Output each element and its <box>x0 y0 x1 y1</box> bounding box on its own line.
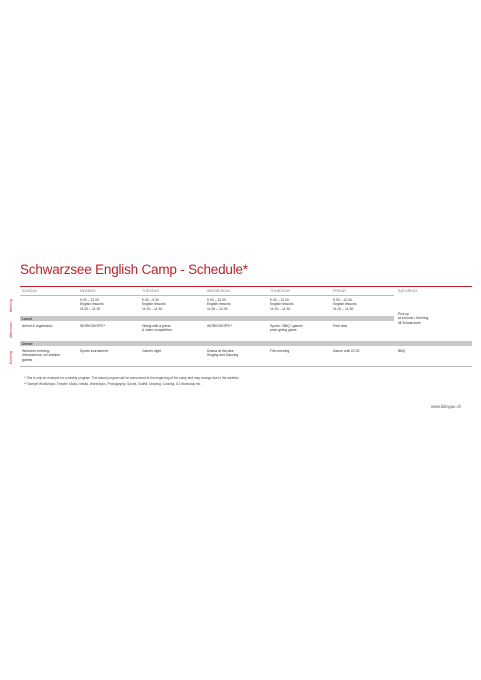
column-monday: MONDAY <box>80 289 97 293</box>
side-label-afternoon: Afternoon <box>9 322 13 338</box>
morning-wednesday: 9.00 – 12.00 English lessons 11.00 – 12.30 <box>207 298 231 311</box>
schedule-table <box>9 286 472 370</box>
footnote-1: * This is only an example for a weekly program. The actual program will be announced at the beginning of the camp and may change due to the weather. <box>24 376 240 380</box>
morning-saturday: Pick up at schools / Morning till Schwarzsee <box>398 312 429 325</box>
dinner-label: Dinner <box>22 341 33 346</box>
footnotes <box>24 376 454 387</box>
footnote-2: ** Sample Workshops: Theater, Music, Media, Workshops, Photography, Sports, Graffiti, Drawing, Cooking, DJ Workshop etc. <box>24 381 202 386</box>
evening-thursday: Film evening <box>270 349 290 353</box>
morning-monday: 9.00 – 12.00 English lessons 11.00 – 11.30 <box>80 298 104 311</box>
evening-monday: Sports tournament <box>80 349 108 353</box>
column-sunday: SUNDAY <box>22 289 38 293</box>
lunch-label: Lunch <box>22 316 33 321</box>
row-divider <box>20 295 394 296</box>
afternoon-tuesday: Hiking with a picnic & video competition <box>142 324 172 333</box>
column-friday: FRIDAY <box>333 289 347 293</box>
column-thursday: THURSDAY <box>270 289 291 293</box>
evening-friday: Dance until 22.00 <box>333 349 360 353</box>
row-divider <box>20 366 472 367</box>
dinner-band <box>20 341 472 346</box>
morning-tuesday: 9.00 – 9.30 English lessons 11.00 – 11.30 <box>142 298 166 311</box>
column-tuesday: TUESDAY <box>142 289 160 293</box>
evening-tuesday: Games night <box>142 349 162 353</box>
morning-thursday: 9.00 – 12.00 English lessons 11.00 – 11.30 <box>270 298 294 311</box>
website-url: www.bilingue.ch <box>430 404 461 409</box>
evening-saturday: BBQ <box>398 349 406 353</box>
afternoon-thursday: Sports / BBQ / games prize giving game <box>270 324 303 333</box>
side-label-morning: Morning <box>9 299 13 312</box>
evening-wednesday: Drama at the lake Singing and Dancing <box>207 349 239 358</box>
evening-sunday: Welcome evening: Introductions, ice-breaker games <box>22 349 61 362</box>
column-wednesday: WEDNESDAY <box>207 289 231 293</box>
morning-friday: 9.00 – 12.00 English lessons 11.00 – 11.30 <box>333 298 357 311</box>
afternoon-wednesday: WORKSHOPS** <box>207 324 233 328</box>
lunch-band <box>20 316 394 321</box>
afternoon-sunday: Arrival & registration <box>22 324 53 328</box>
side-label-evening: Evening <box>9 351 13 364</box>
page-title: Schwarzsee English Camp - Schedule* <box>20 262 248 277</box>
afternoon-monday: WORKSHOPS** <box>80 324 106 328</box>
afternoon-friday: Free time <box>333 324 348 328</box>
column-saturday: SATURDAY <box>398 289 418 293</box>
header-divider <box>20 286 472 287</box>
